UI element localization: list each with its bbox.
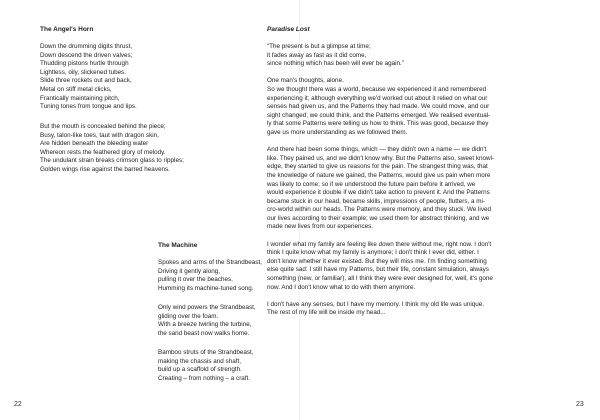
poem-line: Golden wings rise against the barred heavens. (40, 165, 170, 173)
poem-line: pulling it over the beaches. (158, 276, 233, 284)
epigraph-line: it fades away as fast as it did come, (267, 51, 367, 59)
page-number-right: 23 (576, 401, 584, 408)
text-line: I don't have any senses, but I have my memory. I think my old life was unique. (267, 300, 485, 308)
page-number-left: 22 (14, 401, 22, 408)
poem-line: Down descend the driven valves; (40, 51, 133, 59)
poem-line: Are hidden beneath the bleeding water (40, 140, 149, 148)
paragraph-3 (267, 241, 587, 293)
poem-line: Humming its machine-tuned song. (158, 284, 254, 292)
text-line: something (new, or familiar), all I think they were ever designed for, well, it's gone (267, 275, 493, 283)
text-line: became stuck in our head, became skills, impressions of people, flutters, a mi- (267, 197, 486, 205)
text-line: the knowledge of nature we gained, the Patterns, would give us pain when more (267, 171, 491, 179)
text-line: I wonder what my family are feeling like down there without me, right now. I don't (267, 240, 492, 248)
text-line: ly that some Patterns were telling us how to think. This was good, because they (267, 120, 489, 128)
poem-title-the-machine: The Machine (158, 242, 198, 249)
text-line: now. And I don't know what to do with them anymore. (267, 283, 416, 291)
text-line: The rest of my life will be inside my head... (267, 309, 386, 317)
text-line: So we thought there was a world, because we experienced it and remembered (267, 85, 487, 93)
text-line: was likely to come; so if we understood the future pain before it arrived, we (267, 180, 476, 188)
poem-line: Thudding pistons hurtle through (40, 60, 129, 68)
poem-line: Lightless, oily, slickened tubes. (40, 68, 126, 76)
poem-line: Creating – from nothing – a craft. (158, 374, 251, 382)
poem-line: Whereon rests the feathered glory of melody. (40, 148, 166, 156)
poem-line: Driving it gently along, (158, 267, 220, 275)
text-line: don't know whether it ever existed. But they will miss me. I'm finding something (267, 257, 487, 265)
text-line: would experience it double if we didn't take action to prevent it. And the Patterns (267, 189, 490, 197)
poem-line: The undulant strain breaks crimson glass to ripples; (40, 157, 184, 165)
poem-line: With a breeze twirling the turbine, (158, 321, 252, 329)
poem-line: Metal on stiff metal clicks, (40, 85, 112, 93)
poem-line: Tuning tones from tongue and lips. (40, 103, 137, 111)
poem-line: Bamboo struts of the Strandbeast, (158, 349, 254, 356)
angels-horn-stanza-1 (40, 43, 270, 112)
text-line: And there had been some things, which — they didn't own a name — we didn't (267, 146, 487, 154)
poem-line: making the chassis and shaft, (158, 357, 241, 365)
poem-line: Busy, talon-like toes, taut with dragon skin, (40, 131, 159, 139)
paragraph-1 (267, 77, 587, 137)
poem-line: Frantically maintaining pitch, (40, 94, 120, 102)
text-line: made new lives from our experiences. (267, 223, 374, 231)
text-line: experiencing it; although everything we'd worked out about it relied on what our (267, 94, 488, 102)
text-line: think I quite know what my family is anymore; I don't think I ever did, either. I (267, 249, 479, 257)
text-line: our lives according to their example; we used them for abstract thinking, and we (267, 214, 490, 222)
angels-horn-stanza-2 (40, 123, 270, 175)
poem-line: Slide three rockets out and back, (40, 77, 132, 85)
paragraph-2 (267, 146, 587, 232)
poem-title-angels-horn: The Angel's Horn (40, 26, 94, 33)
text-line: like. They pained us, and we didn't know why. But the Patterns also, sweet knowl- (267, 154, 495, 162)
prose-title-paradise-lost: Paradise Lost (267, 26, 310, 33)
text-line: else quite sad: I still have my Patterns, but their life, constant simulation, always (267, 266, 489, 274)
paradise-lost-text (267, 43, 587, 318)
poem-line: Spokes and arms of the Strandbeast, (158, 259, 262, 266)
text-line: gave us more understanding as we followed them. (267, 128, 408, 136)
text-line: One man's thoughts, alone. (267, 77, 344, 85)
text-line: senses had given us, and the Patterns they had made. We could move, and our (267, 103, 490, 111)
epigraph (267, 43, 587, 69)
poem-line: the sand beast now walks home. (158, 329, 250, 337)
poem-line: build up a scaffold of strength. (158, 366, 242, 374)
text-line: edge, they started to give us reasons for the pain. The strangest thing was, that (267, 163, 488, 171)
paragraph-4 (267, 301, 587, 318)
poem-line: Only wind powers the Strandbeast, (158, 304, 256, 311)
poem-line: gliding over the foam. (158, 312, 219, 320)
poem-line: Down the drumming digits thrust, (40, 43, 133, 50)
epigraph-line: “The present is but a glimpse at time; (267, 43, 371, 50)
epigraph-line: since nothing which has been will ever be again.” (267, 60, 404, 68)
text-line: sight changed; we could think, and the Patterns emerged. We realised eventual- (267, 111, 491, 119)
poem-line: But the mouth is concealed behind the piece; (40, 123, 166, 130)
text-line: cro-world within our heads. The Patterns were memory, and they stuck. We lived (267, 206, 491, 214)
